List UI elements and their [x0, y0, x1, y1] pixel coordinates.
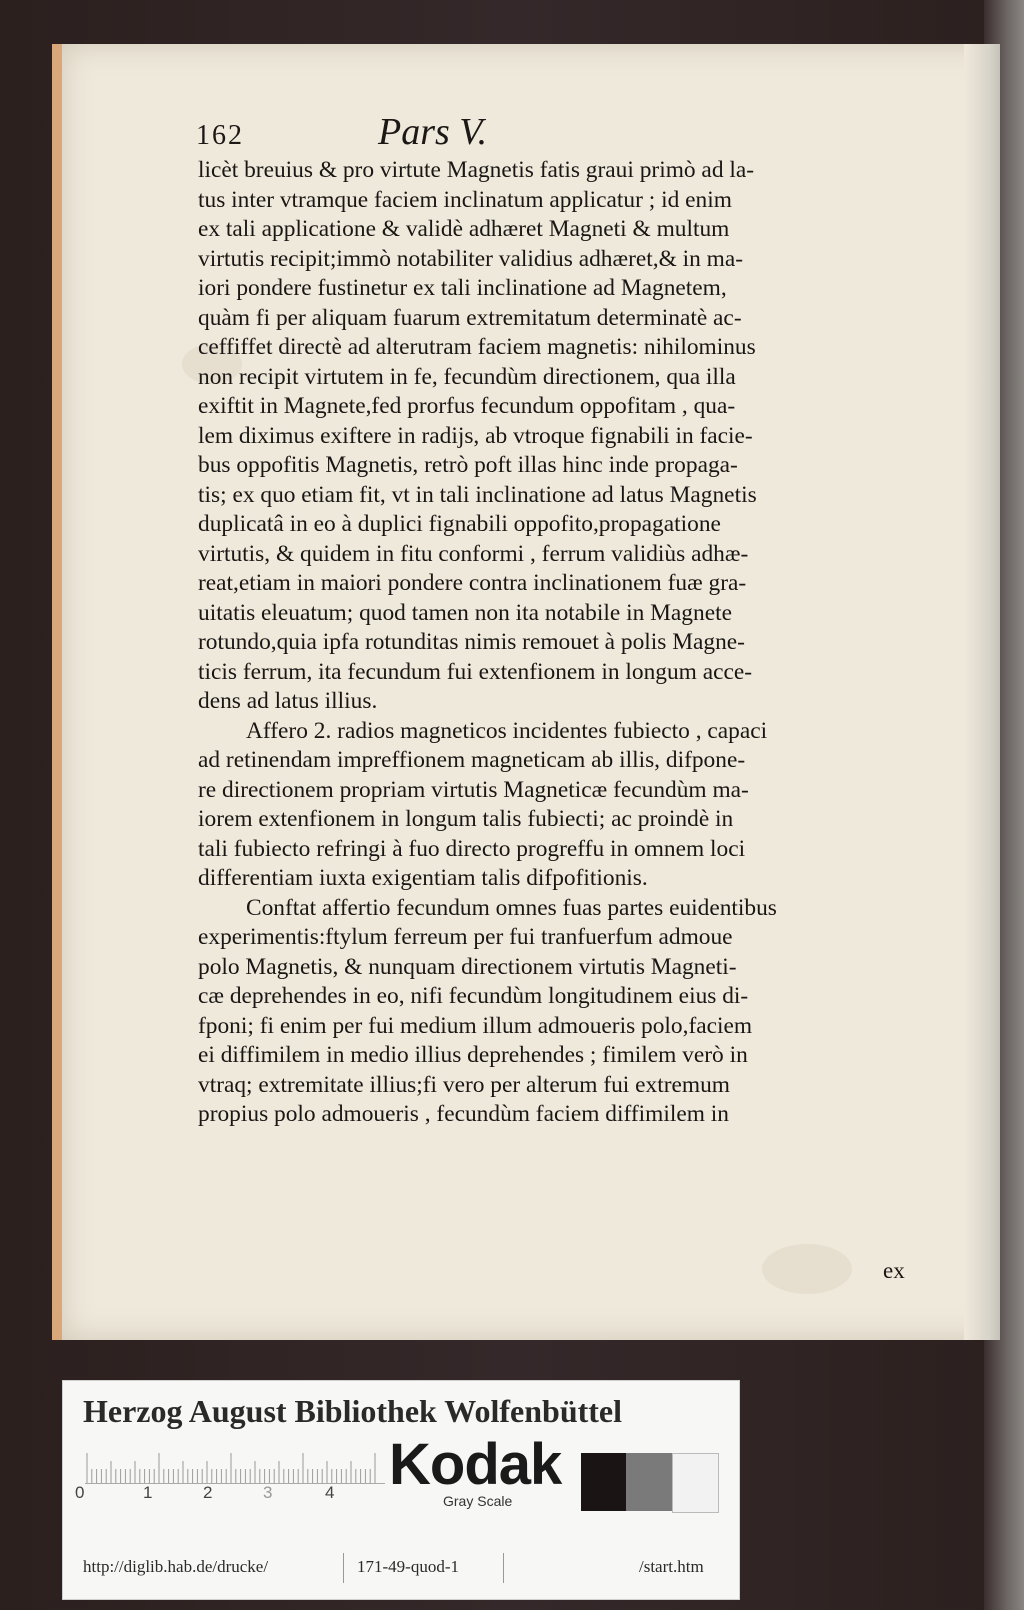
text-line: Affero 2. radios magneticos incidentes fubiecto , capaci — [246, 717, 768, 744]
text-line: Conftat affertio fecundum omnes fuas partes euidentibus — [246, 894, 777, 921]
text-line: propius polo admoueris , fecundùm faciem diffimilem in — [198, 1101, 729, 1127]
text-line: non recipit virtutem in fe, fecundùm directionem, qua illa — [198, 363, 736, 390]
text-line: iorem extenfionem in longum talis fubiecti; ac proindè in — [198, 806, 734, 832]
text-line: ei diffimilem in medio illius deprehendes ; fimilem verò in — [198, 1042, 748, 1068]
text-line: licèt breuius & pro virtute Magnetis fatis graui primò ad la- — [198, 157, 755, 183]
source-url — [83, 1557, 723, 1585]
text-line: bus oppofitis Magnetis, retrò poft illas hinc inde propaga- — [198, 452, 738, 478]
text-line: lem diximus exiftere in radijs, ab vtroque fignabili in facie- — [198, 422, 753, 449]
text-line: virtutis, & quidem in fitu conformi , ferrum validiùs adhæ- — [198, 540, 749, 567]
text-line: quàm fi per aliquam fuarum extremitatum determinatè ac- — [198, 304, 742, 331]
ruler-number: 3 — [263, 1483, 273, 1502]
text-line: ad retinendam impreffionem magneticam ab illis, difpone- — [198, 747, 746, 773]
page-header — [196, 110, 896, 158]
text-line: experimentis:ftylum ferreum per fui tranfuerfum admoue — [198, 924, 733, 950]
text-line: tis; ex quo etiam fit, vt in tali inclinatione ad latus Magnetis — [198, 481, 757, 508]
text-line: ex tali applicatione & validè adhæret Magneti & multum — [198, 216, 730, 242]
text-line: dens ad latus illius. — [198, 688, 378, 714]
text-line: polo Magnetis, & nunquam directionem virtutis Magneti- — [198, 953, 737, 980]
body-text — [198, 156, 953, 1130]
running-head: Pars V. — [378, 111, 488, 153]
text-line: rotundo,quia ipfa rotunditas nimis remouet à polis Magne- — [198, 629, 745, 655]
gray-patch-dark — [581, 1453, 626, 1511]
ruler-number: 0 — [75, 1483, 85, 1502]
text-line: ceffiffet directè ad alterutram faciem magnetis: nihilominus — [198, 334, 756, 360]
url-divider — [343, 1553, 344, 1583]
text-line: virtutis recipit;immò notabiliter validius adhæret,& in ma- — [198, 245, 744, 272]
ruler-number: 2 — [203, 1483, 213, 1502]
text-line: reat,etiam in maiori pondere contra inclinationem fuæ gra- — [198, 570, 747, 596]
library-name: Herzog August Bibliothek Wolfenbüttel — [83, 1393, 623, 1429]
text-line: exiftit in Magnete,fed prorfus fecundum oppofitam , qua- — [198, 393, 736, 419]
text-line: cæ deprehendes in eo, nifi fecundùm longitudinem eius di- — [198, 983, 749, 1009]
url-base: http://diglib.hab.de/drucke/ — [83, 1557, 269, 1576]
text-line: ticis ferrum, ita fecundum fui extenfionem in longum acce- — [198, 658, 753, 685]
ruler-number: 1 — [143, 1483, 153, 1502]
text-line: differentiam iuxta exigentiam talis difpofitionis. — [198, 865, 648, 891]
page-number: 162 — [196, 120, 244, 151]
text-line: duplicatâ in eo à duplici fignabili oppofito,propagatione — [198, 511, 721, 537]
text-line: fponi; fi enim per fui medium illum admoueris polo,faciem — [198, 1012, 753, 1039]
text-line: uitatis eleuatum; quod tamen non ita notabile in Magnete — [198, 599, 732, 626]
gray-scale-caption: Gray Scale — [443, 1493, 513, 1509]
url-id: 171-49-quod-1 — [357, 1557, 459, 1576]
library-label — [62, 1380, 740, 1600]
paper-stain — [762, 1244, 852, 1294]
ruler-number: 4 — [325, 1483, 335, 1502]
gray-patch-light — [672, 1453, 719, 1513]
url-divider — [503, 1553, 504, 1583]
catchword: ex — [883, 1258, 905, 1283]
url-suffix: /start.htm — [639, 1557, 704, 1576]
text-line: tali fubiecto refringi à fuo directo progreffu in omnem loci — [198, 835, 746, 862]
gray-scale-patches — [581, 1453, 719, 1511]
page-gutter-shadow — [964, 44, 1000, 1340]
text-line: vtraq; extremitate illius;fi vero per alterum fui extremum — [198, 1071, 730, 1098]
gray-patch-mid — [626, 1453, 671, 1511]
ruler-ticks — [85, 1447, 385, 1483]
text-line: iori pondere fustinetur ex tali inclinatione ad Magnetem, — [198, 275, 727, 301]
kodak-logo: Kodak — [389, 1432, 562, 1497]
text-line: tus inter vtramque faciem inclinatum applicatur ; id enim — [198, 186, 732, 213]
text-line: re directionem propriam virtutis Magneticæ fecundùm ma- — [198, 776, 749, 803]
scale-ruler — [85, 1447, 385, 1484]
